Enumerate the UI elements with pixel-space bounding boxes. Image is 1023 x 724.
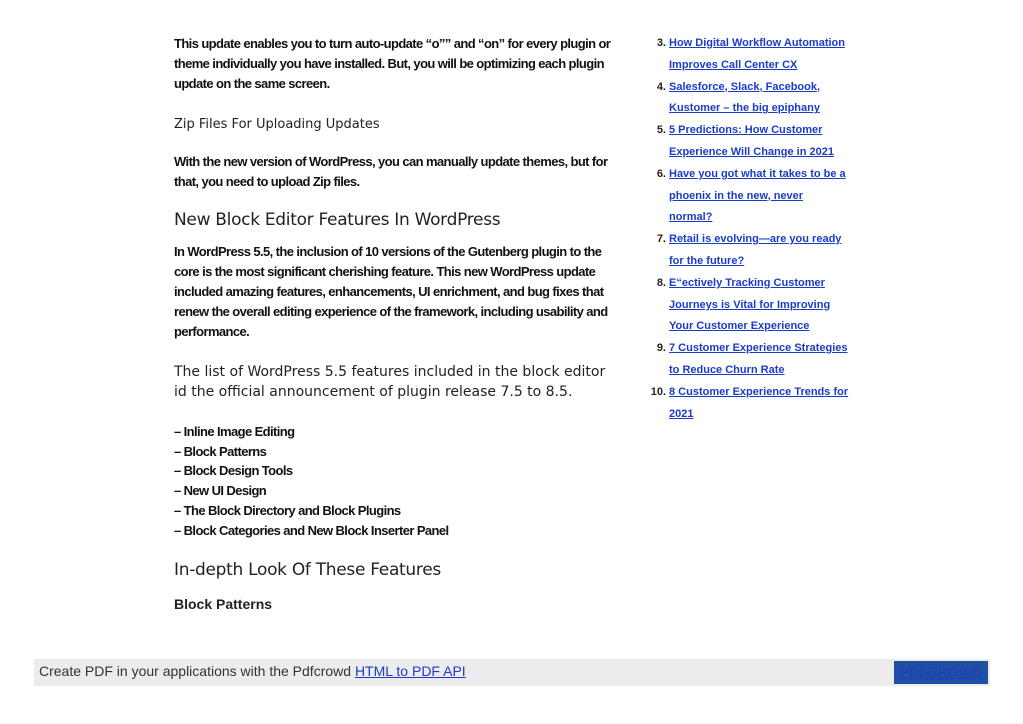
list-item: – Inline Image Editing xyxy=(174,424,295,439)
item-number: 8. xyxy=(656,276,666,289)
block-patterns-heading: Block Patterns xyxy=(174,596,273,613)
item-number: 5. xyxy=(656,124,666,137)
related-post-link[interactable]: 5 Predictions: How Customer Experience Will Change in 2021 xyxy=(669,124,834,158)
related-post-link[interactable]: Retail is evolving—are you ready for the future? xyxy=(669,233,842,267)
list-item xyxy=(650,77,850,121)
related-posts-sidebar xyxy=(650,33,850,425)
related-post-link[interactable]: 8 Customer Experience Trends for 2021 xyxy=(669,385,849,420)
zip-paragraph: With the new version of WordPress, you can manually update themes, but for that, you need to upload Zip files. xyxy=(174,154,608,189)
item-number: 3. xyxy=(656,37,666,49)
list-item: – The Block Directory and Block Plugins xyxy=(174,502,401,518)
related-post-link[interactable]: How Digital Workflow Automation Improves Call Center CX xyxy=(669,37,845,71)
pdfcrowd-footer xyxy=(34,659,990,686)
footer-prefix: Create PDF in your applications with the Pdfcrowd xyxy=(39,663,355,679)
related-posts-list xyxy=(650,33,850,425)
list-item xyxy=(650,33,850,77)
related-post-link[interactable]: Salesforce, Slack, Facebook, Kustomer – the big epiphany xyxy=(669,80,821,115)
indepth-heading: In-depth Look Of These Features xyxy=(174,560,441,581)
list-item: – New UI Design xyxy=(174,483,267,499)
article-body xyxy=(174,34,614,614)
list-item xyxy=(650,382,850,426)
related-post-link[interactable]: 7 Customer Experience Strategies to Reduce Churn Rate xyxy=(669,342,848,376)
related-post-link[interactable]: Have you got what it takes to be a phoenix in the new, never normal? xyxy=(669,167,846,224)
related-post-link[interactable]: E“ectively Tracking Customer Journeys is Vital for Improving Your Customer Experience xyxy=(669,276,831,333)
list-item xyxy=(650,338,850,382)
list-item: – Block Design Tools xyxy=(174,463,293,479)
html-to-pdf-link[interactable]: HTML to PDF API xyxy=(354,663,466,679)
pdfcrowd-brand-button[interactable]: PDFCROWD xyxy=(894,661,988,684)
list-item xyxy=(650,120,850,164)
intro-paragraph: This update enables you to turn auto-update “o”” and “on” for every plugin or theme individually you have installed. But, you will be optimizing each plugin update on the same screen. xyxy=(174,36,611,91)
item-number: 10. xyxy=(650,385,666,398)
item-number: 9. xyxy=(656,342,666,355)
features-intro: The list of WordPress 5.5 features included in the block editor id the official announcement of plugin release 7.5 to 8.5. xyxy=(174,364,606,400)
item-number: 4. xyxy=(656,80,666,93)
feature-list xyxy=(174,422,614,540)
item-number: 6. xyxy=(656,167,666,180)
block-editor-heading: New Block Editor Features In WordPress xyxy=(174,210,501,230)
list-item xyxy=(650,229,850,273)
item-number: 7. xyxy=(656,233,666,246)
list-item: – Block Patterns xyxy=(174,443,267,459)
block-editor-paragraph: In WordPress 5.5, the inclusion of 10 versions of the Gutenberg plugin to the core is the most significant cherishing feature. This new WordPress update included amazing features, enhancements, UI enrichment, and bug fixes that renew the overall editing experience of the framework, including usability and performance. xyxy=(174,244,608,339)
zip-heading: Zip Files For Uploading Updates xyxy=(174,117,380,132)
footer-text xyxy=(39,663,466,679)
list-item xyxy=(650,273,850,338)
list-item xyxy=(650,164,850,229)
list-item: – Block Categories and New Block Inserter Panel xyxy=(174,522,449,538)
